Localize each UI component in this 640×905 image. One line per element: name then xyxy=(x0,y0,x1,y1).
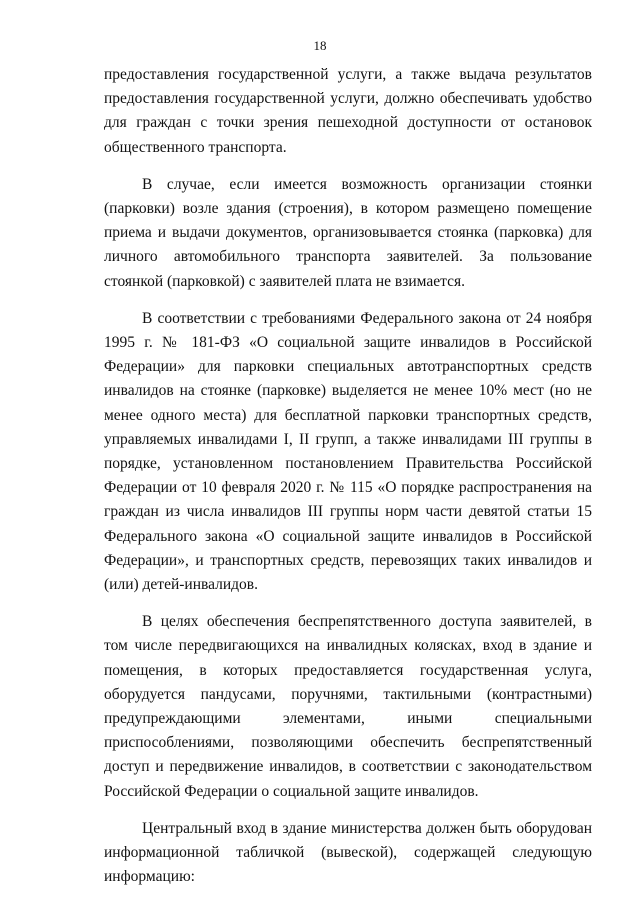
page-number: 18 xyxy=(313,38,327,53)
paragraph-location-continuation: предоставления государственной услуги, а также выдача результатов предоставления государственной услуги, должно обеспечивать удобство для граждан с точки зрения пешеходной доступности от остановок общественного транспорта. xyxy=(104,66,592,156)
paragraph-entrance-sign: Центральный вход в здание министерства должен быть оборудован информационной табличкой (вывеской), содержащей следующую информацию: xyxy=(104,819,592,886)
paragraph-parking-availability: В случае, если имеется возможность организации стоянки (парковки) возле здания (строения), в котором размещено помещение приема и выдачи документов, организовывается стоянка (парковка) для личного автомобильного транспорта заявителей. За пользование стоянкой (парковкой) с заявителей плата не взимается. xyxy=(104,175,592,290)
paragraph-accessibility-equipment: В целях обеспечения беспрепятственного доступа заявителей, в том числе передвигающихся на инвалидных колясках, вход в здание и помещения, в которых предоставляется государственная услуга, оборудуется пандусами, поручнями, тактильными (контрастными) предупреждающими элементами, иными специальными приспособлениями, позволяющими обеспечить беспрепятственный доступ и передвижение инвалидов, в соответствии с законодательством Российской Федерации о социальной защите инвалидов. xyxy=(104,613,592,800)
paragraph-disabled-parking: В соответствии с требованиями Федерального закона от 24 ноября 1995 г. № 181-ФЗ «О социальной защите инвалидов в Российской Федерации» для парковки специальных автотранспортных средств инвалидов на стоянке (парковке) выделяется не менее 10% мест (но не менее одного места) для бесплатной парковки транспортных средств, управляемых инвалидами I, II групп, а также инвалидами III группы в порядке, установленном постановлением Правительства Российской Федерации от 10 февраля 2020 г. № 115 «О порядке распространения на граждан из числа инвалидов III группы норм части девятой статьи 15 Федерального закона «О социальной защите инвалидов в Российской Федерации», и транспортных средств, перевозящих таких инвалидов и (или) детей-инвалидов. xyxy=(104,309,592,594)
document-body xyxy=(104,63,592,890)
